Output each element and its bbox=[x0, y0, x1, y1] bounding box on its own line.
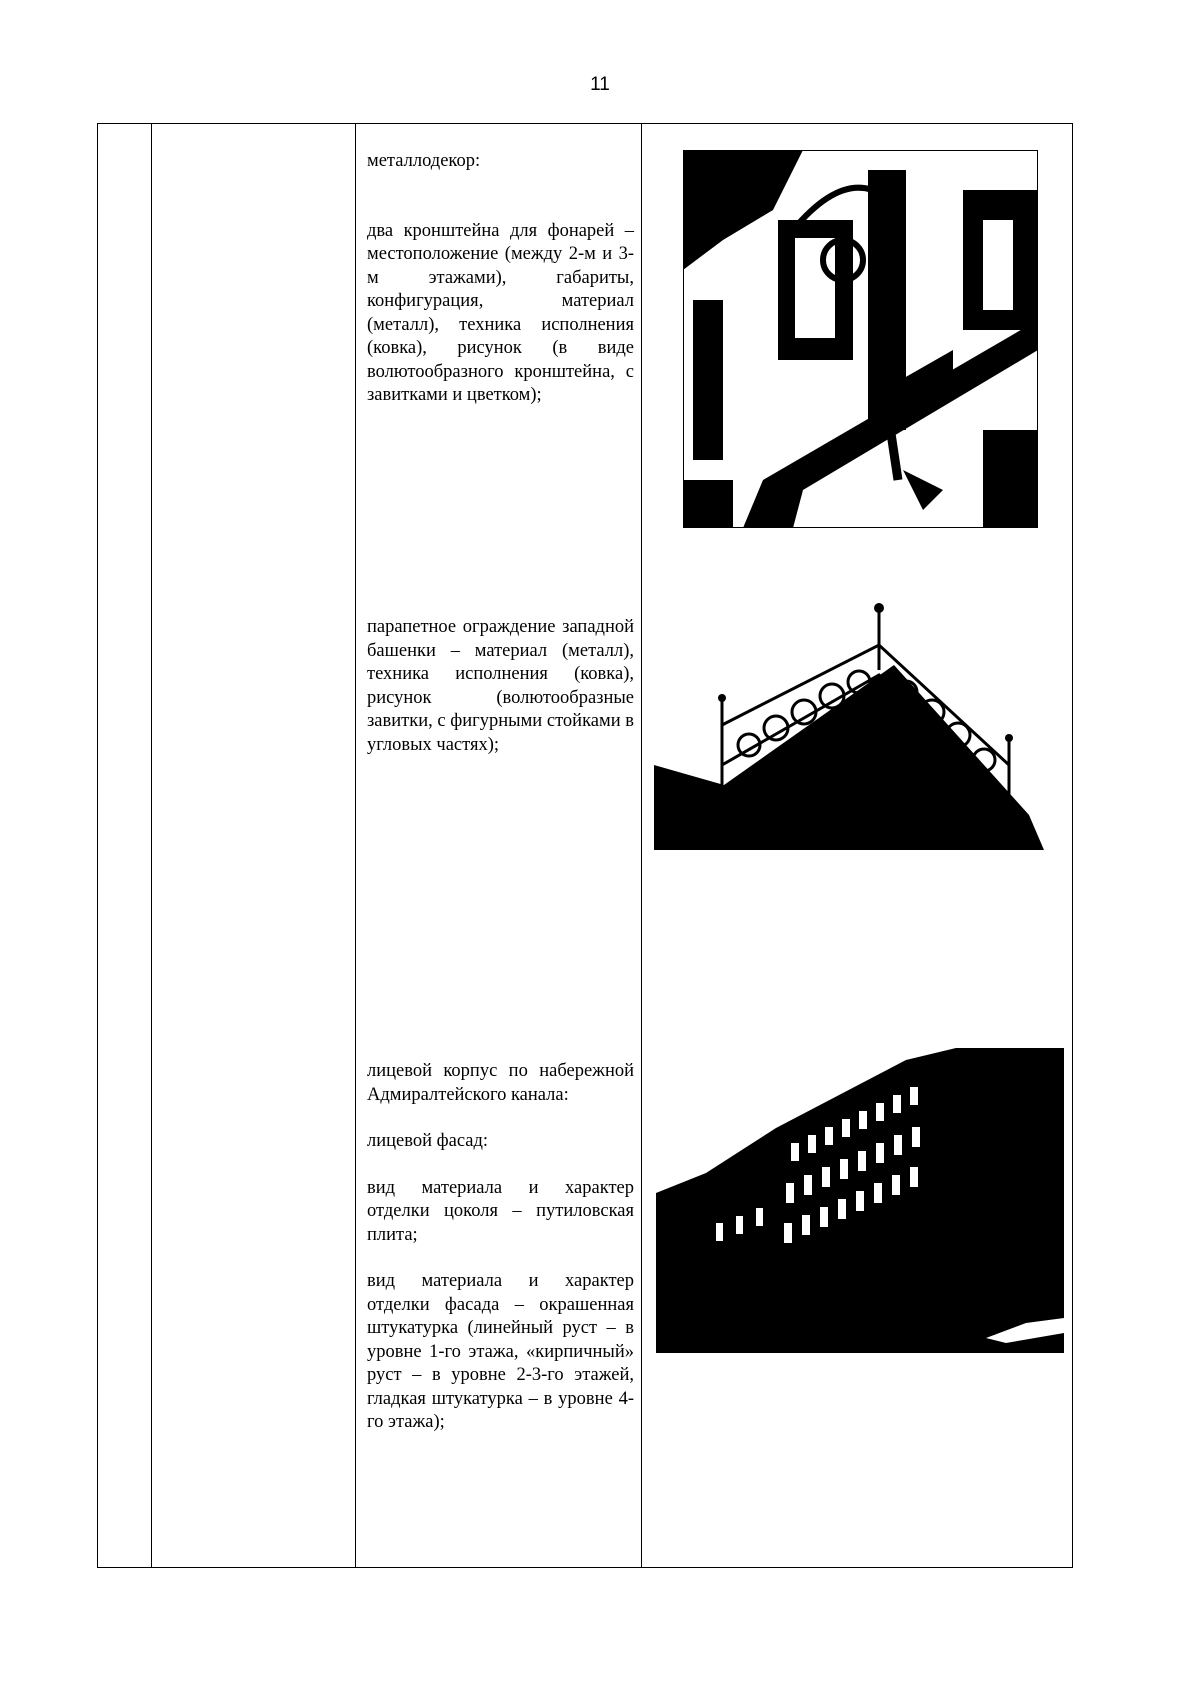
entry-parapet-text bbox=[367, 616, 634, 757]
entry-metal-decor-text bbox=[367, 150, 634, 408]
column-divider bbox=[151, 124, 152, 1567]
entry-paragraph: лицевой фасад: bbox=[367, 1131, 489, 1151]
entry-paragraph: лицевой корпус по набережной Адмиралтейского канала: bbox=[367, 1061, 634, 1105]
entry-paragraph: металлодекор: bbox=[367, 151, 481, 171]
embankment-facade-photo bbox=[656, 1048, 1064, 1353]
entry-paragraph: вид материала и характер отделки цоколя – путиловская плита; bbox=[367, 1177, 634, 1245]
page-number: 11 bbox=[590, 74, 610, 95]
entry-facade-text bbox=[367, 1060, 634, 1435]
parapet-railing-photo bbox=[654, 600, 1044, 850]
entry-paragraph: вид материала и характер отделки фасада – окрашенная штукатурка (линейный руст – в уровне 1-го этажа, «кирпичный» руст – в уровне 2-3-го этажей, гладкая штукатурка – в уровне 4-го этажа); bbox=[367, 1271, 634, 1432]
entry-paragraph: парапетное ограждение западной башенки – материал (металл), техника исполнения (ковка), рисунок (волютообразные завитки, с фигурными стойками в угловых частях); bbox=[367, 617, 634, 755]
column-divider bbox=[355, 124, 356, 1567]
entry-paragraph: два кронштейна для фонарей – местоположение (между 2-м и 3-м этажами), габариты, конфигурация, материал (металл), техника исполнения (ковка), рисунок (в виде волютообразного кронштейна, с завитками и цветком); bbox=[367, 220, 634, 405]
column-divider bbox=[641, 124, 642, 1567]
lantern-bracket-photo bbox=[683, 150, 1038, 528]
